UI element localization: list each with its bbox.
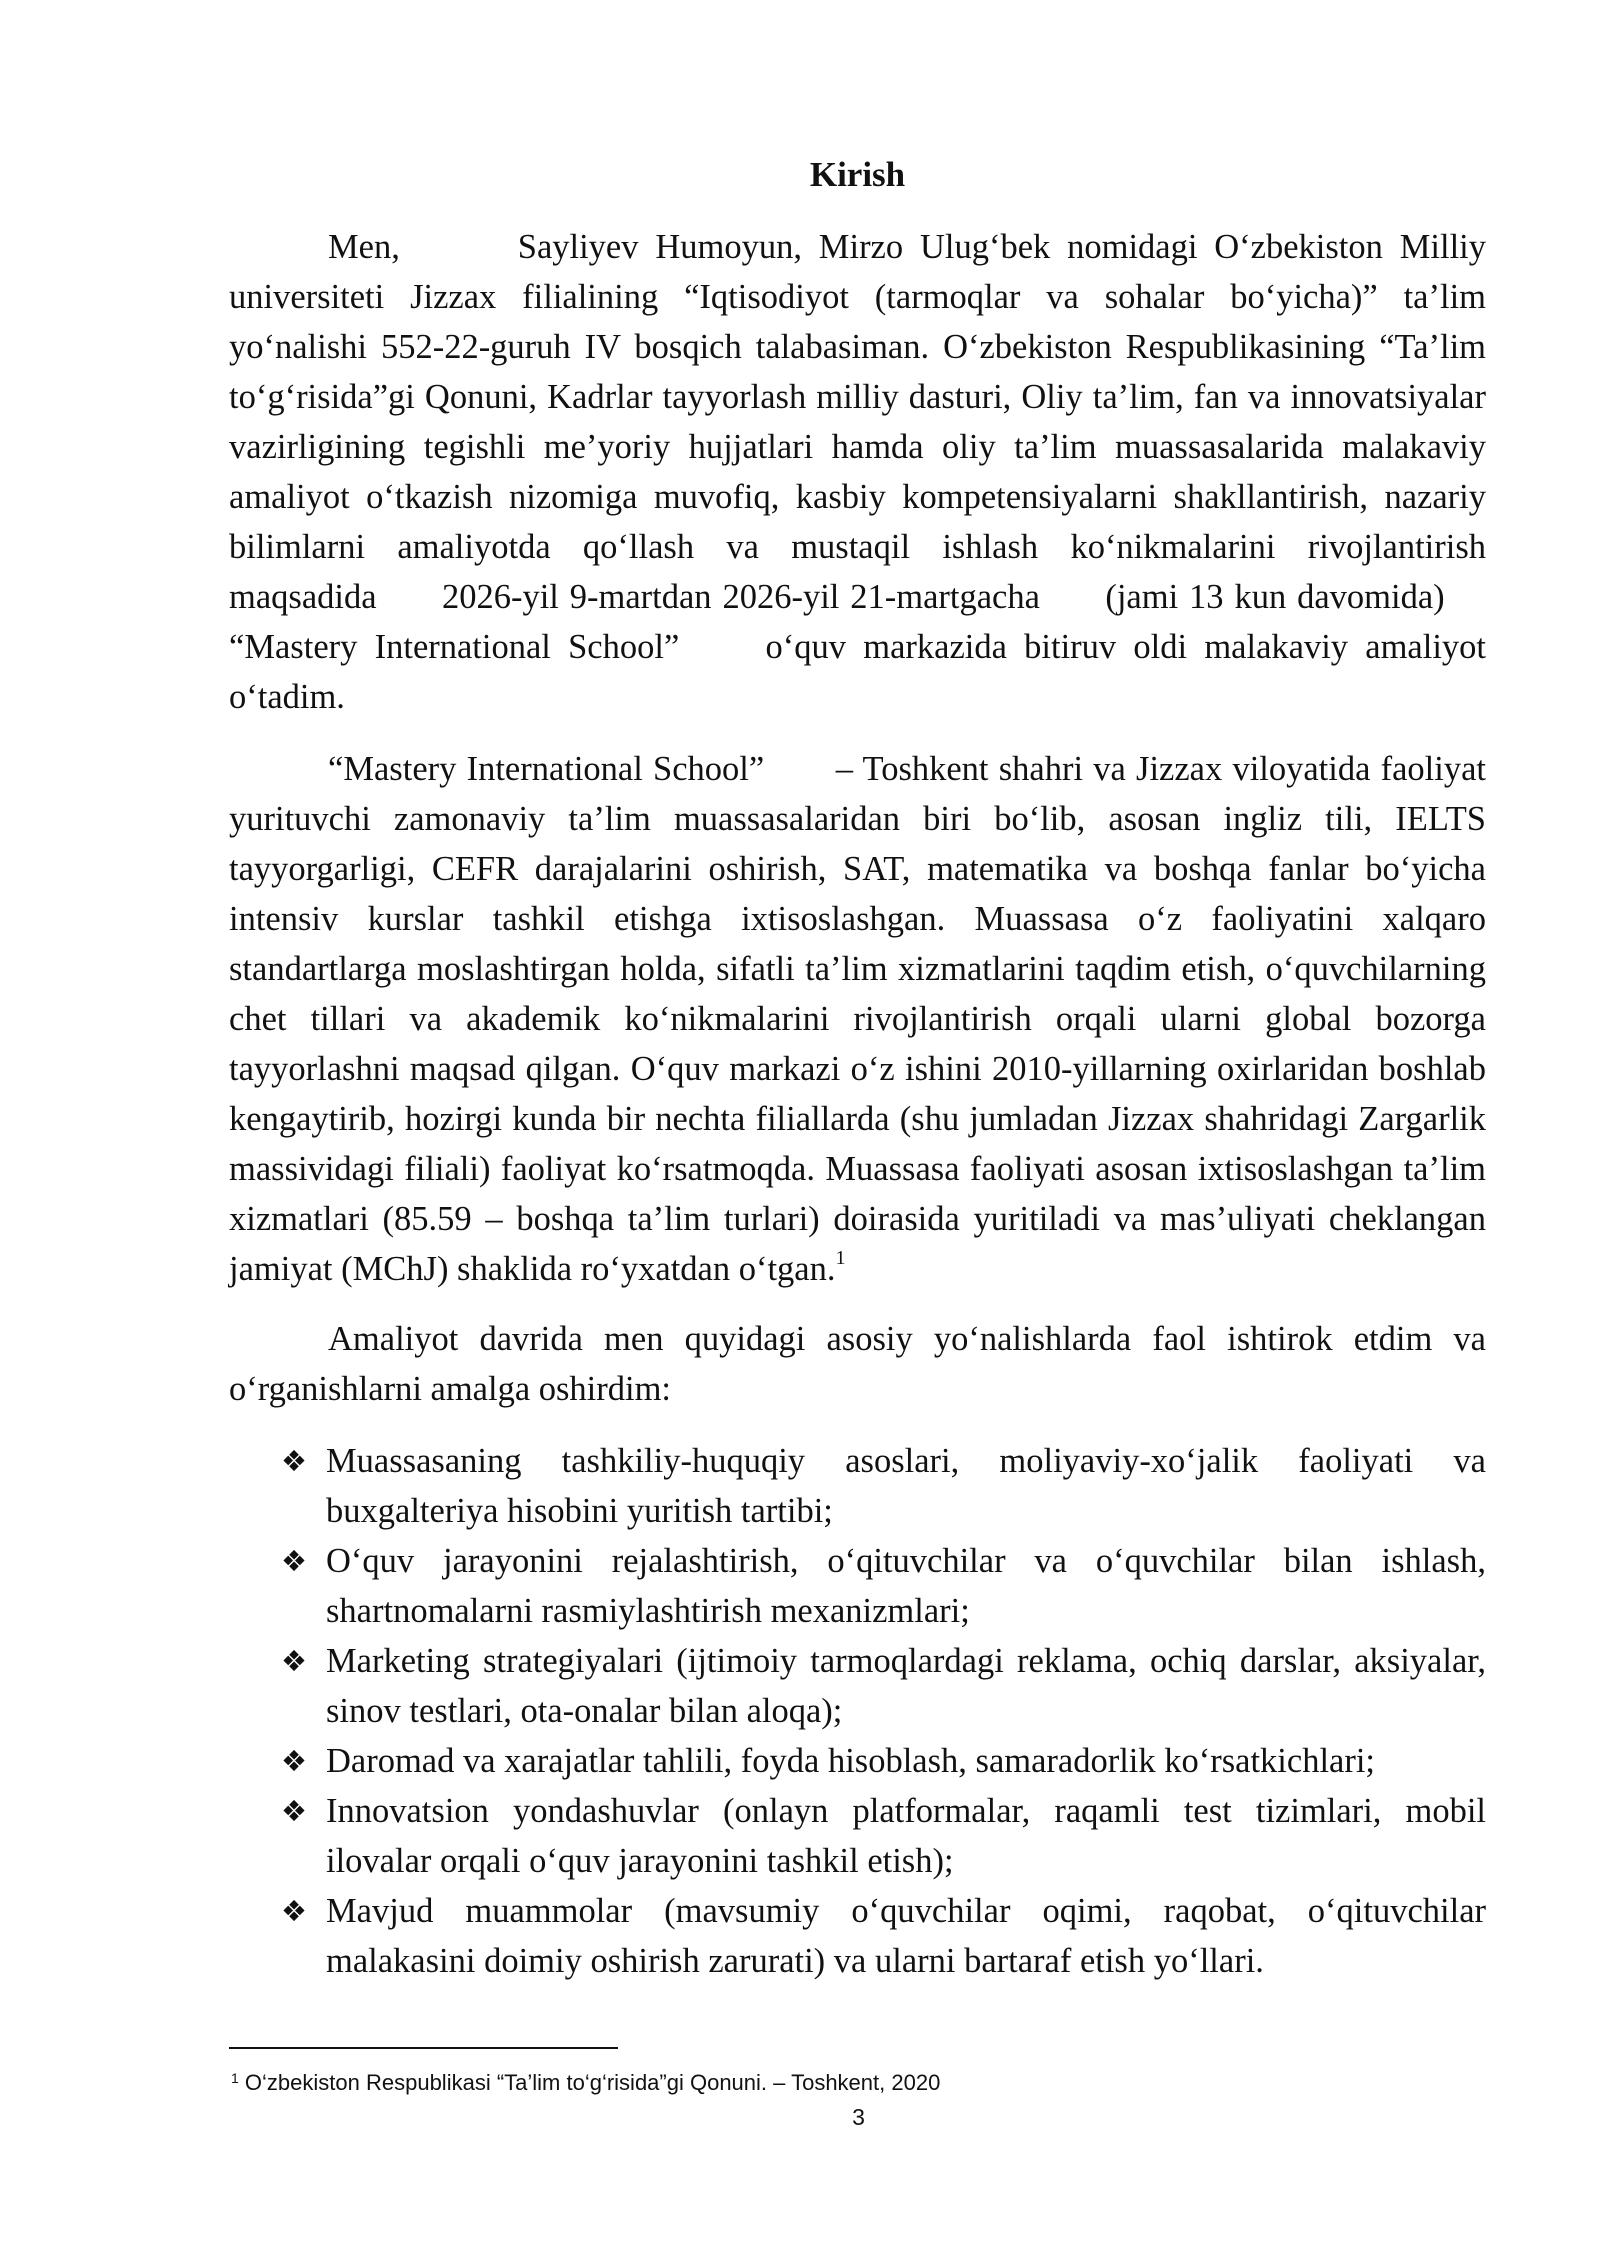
list-item [281, 1886, 1486, 1986]
footnote [231, 2068, 1486, 2098]
footnote-separator [229, 2047, 618, 2049]
diamond-bullet-icon: ❖ [281, 1444, 307, 1478]
list-item [281, 1636, 1486, 1736]
list-item [281, 1436, 1486, 1536]
list-item [281, 1786, 1486, 1886]
page-number: 3 [852, 2104, 865, 2130]
organization-paragraph-text: “Mastery International School” – Toshkent shahri va Jizzax viloyatida faoliyat yurituvchi zamonaviy ta’lim muassasalaridan biri bo‘lib, asosan ingliz tili, IELTS tayyorgarligi, CEFR darajalarini oshirish, SAT, matematika va boshqa fanlar bo‘yicha intensiv kurslar tashkil etishga ixtisoslashgan. Muassasa o‘z faoliyatini xalqaro standartlarga moslashtirgan holda, sifatli ta’lim xizmatlarini taqdim etish, o‘quvchilarning chet tillari va akademik ko‘nikmalarini rivojlantirish orqali ularni global bozorga tayyorlashni maqsad qilgan. O‘quv markazi o‘z ishini 2010-yillarning oxirlaridan boshlab kengaytirib, hozirgi kunda bir nechta filiallarda (shu jumladan Jizzax shahridagi Zargarlik massividagi filiali) faoliyat ko‘rsatmoqda. Muassasa faoliyati asosan ixtisoslashgan ta’lim xizmatlari (85.59 – boshqa ta’lim turlari) doirasida yuritiladi va mas’uliyati cheklangan jamiyat (MChJ) shaklida ro‘yxatdan o‘tgan. [229, 750, 1486, 1288]
intro-paragraph: Men, Sayliyev Humoyun, Mirzo Ulug‘bek nomidagi O‘zbekiston Milliy universiteti Jizzax filialining “Iqtisodiyot (tarmoqlar va sohalar bo‘yicha)” ta’lim yo‘nalishi 552-22-guruh IV bosqich talabasiman. O‘zbekiston Respublikasining “Ta’lim to‘g‘risida”gi Qonuni, Kadrlar tayyorlash milliy dasturi, Oliy ta’lim, fan va innovatsiyalar vazirligining tegishli me’yoriy hujjatlari hamda oliy ta’lim muassasalarida malakaviy amaliyot o‘tkazish nizomiga muvofiq, kasbiy kompetensiyalarni shakllantirish, nazariy bilimlarni amaliyotda qo‘llash va mustaqil ishlash ko‘nikmalarini rivojlantirish maqsadida 2026-yil 9-martdan 2026-yil 21-martgacha (jami 13 kun davomida) “Mastery International School” o‘quv markazida bitiruv oldi malakaviy amaliyot o‘tadim. [229, 228, 1486, 716]
list-item-text: Muassasaning tashkiliy-huquqiy asoslari, moliyaviy-xo‘jalik faoliyati va buxgalteriya hisobini yuritish tartibi; [326, 1442, 1486, 1530]
diamond-bullet-icon: ❖ [281, 1544, 307, 1578]
diamond-bullet-icon: ❖ [281, 1794, 307, 1828]
list-item-text: Mavjud muammolar (mavsumiy o‘quvchilar oqimi, raqobat, o‘qituvchilar malakasini doimiy oshirish zarurati) va ularni bartaraf etish yo‘llari. [326, 1892, 1486, 1980]
footnote-marker: 1 [231, 2070, 239, 2086]
list-item-text: Innovatsion yondashuvlar (onlayn platformalar, raqamli test tizimlari, mobil ilovalar orqali o‘quv jarayonini tashkil etish); [326, 1792, 1486, 1880]
list-item-text: O‘quv jarayonini rejalashtirish, o‘qituvchilar va o‘quvchilar bilan ishlash, shartnomalarni rasmiylashtirish mexanizmlari; [326, 1542, 1486, 1630]
page-body [229, 150, 1486, 1986]
list-item [281, 1736, 1486, 1786]
activities-list [229, 1436, 1486, 1986]
diamond-bullet-icon: ❖ [281, 1644, 307, 1678]
diamond-bullet-icon: ❖ [281, 1894, 307, 1928]
footnote-reference: 1 [835, 1247, 846, 1269]
organization-paragraph [229, 744, 1486, 1294]
diamond-bullet-icon: ❖ [281, 1744, 307, 1778]
page-title: Kirish [809, 155, 906, 194]
list-item [281, 1536, 1486, 1636]
list-item-text: Marketing strategiyalari (ijtimoiy tarmoqlardagi reklama, ochiq darslar, aksiyalar, sinov testlari, ota-onalar bilan aloqa); [326, 1642, 1486, 1730]
list-item-text: Daromad va xarajatlar tahlili, foyda hisoblash, samaradorlik ko‘rsatkichlari; [326, 1742, 1376, 1780]
footnote-text: O‘zbekiston Respublikasi “Ta’lim to‘g‘risida”gi Qonuni. – Toshkent, 2020 [244, 2070, 941, 2095]
activities-intro-paragraph: Amaliyot davrida men quyidagi asosiy yo‘nalishlarda faol ishtirok etdim va o‘rganishlarni amalga oshirdim: [229, 1320, 1486, 1408]
